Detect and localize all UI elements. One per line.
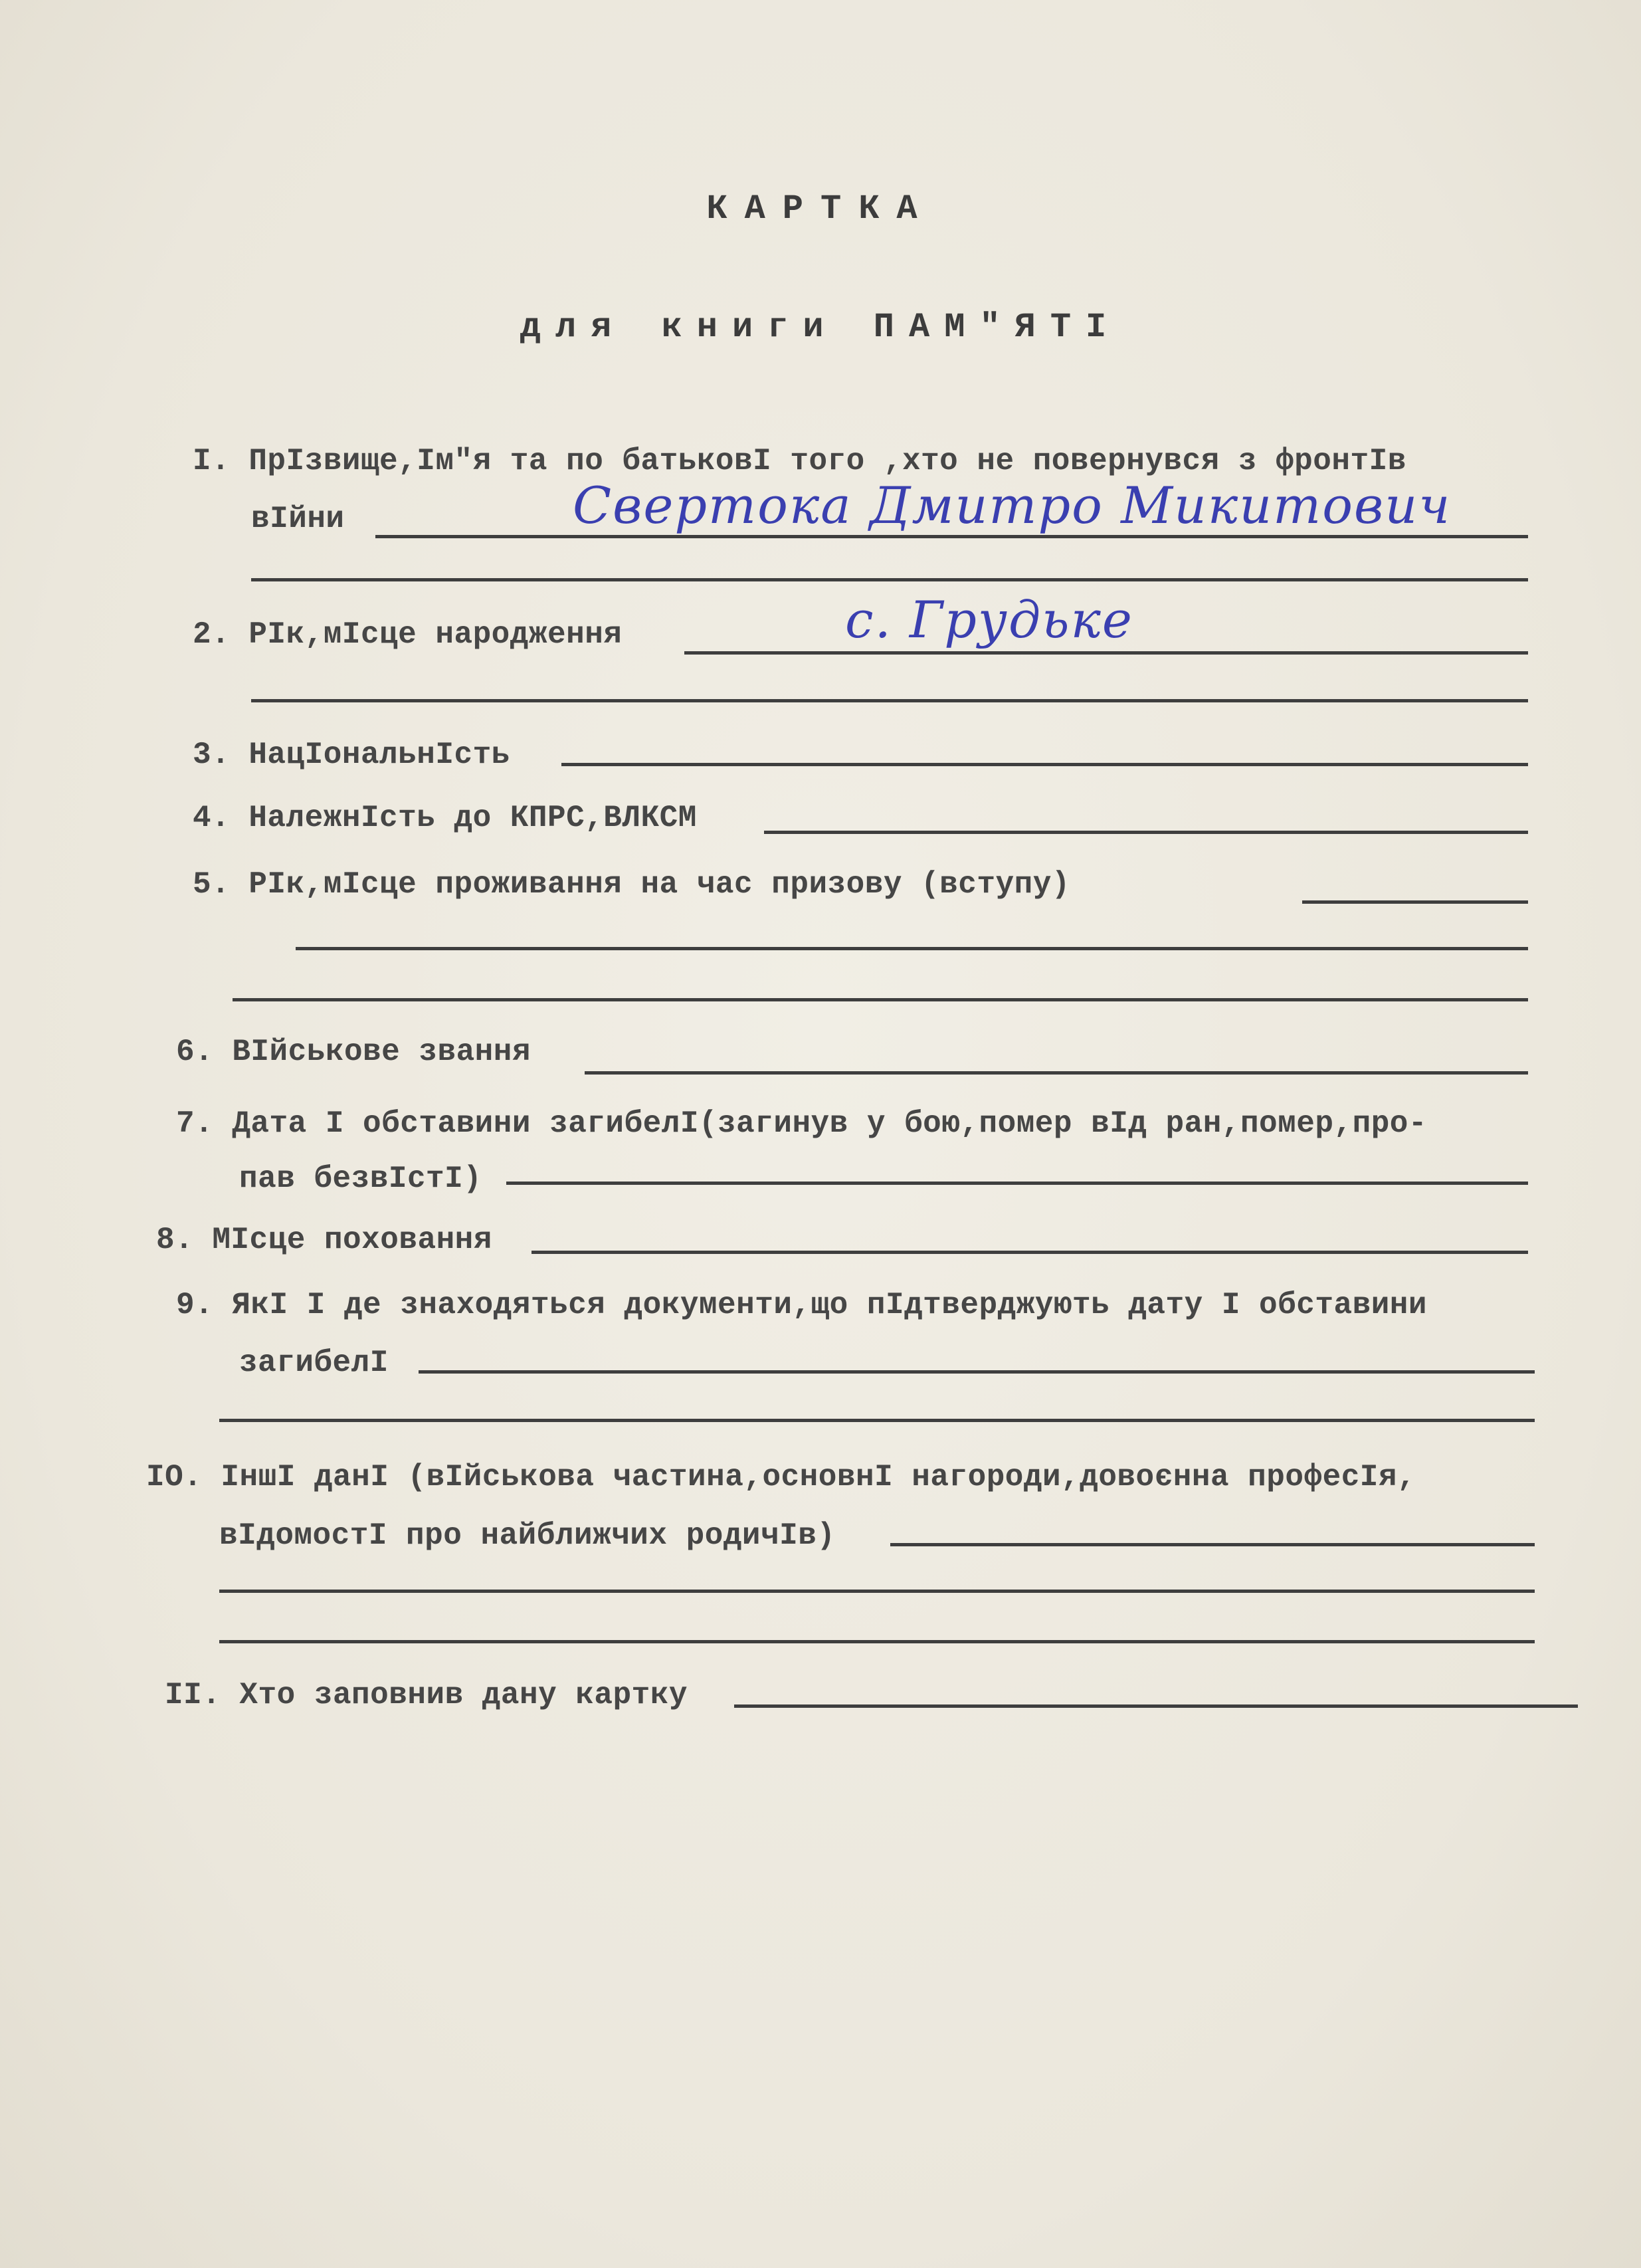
form-subtitle: для книги ПАМ"ЯТІ bbox=[520, 308, 1121, 347]
field-7-line bbox=[506, 1182, 1528, 1185]
field-5-label: 5. РІк,мІсце проживання на час призову (вступу) bbox=[193, 867, 1070, 902]
field-1-line-1 bbox=[375, 535, 1528, 538]
field-10-line-2 bbox=[219, 1590, 1535, 1593]
field-6-label: 6. ВІйськове звання bbox=[176, 1035, 531, 1069]
field-1-label-line1: І. ПрІзвище,Ім"я та по батьковІ того ,хто не повернувся з фронтІв bbox=[193, 444, 1406, 478]
form-title: КАРТКА bbox=[706, 189, 935, 229]
field-11-line bbox=[734, 1704, 1578, 1708]
field-7-label-line2: пав безвІстІ) bbox=[239, 1162, 482, 1196]
field-9-label-line1: 9. ЯкІ І де знаходяться документи,що пІдтверджують дату І обставини bbox=[176, 1288, 1428, 1322]
field-2-line-1 bbox=[684, 651, 1528, 655]
field-9-line-1 bbox=[419, 1370, 1535, 1374]
field-4-line bbox=[764, 831, 1528, 834]
field-10-label-line1: IO. ІншІ данІ (вІйськова частина,основнІ нагороди,довоєнна професІя, bbox=[146, 1460, 1416, 1495]
field-9-label-line2: загибелІ bbox=[239, 1346, 389, 1380]
field-10-label-line2: вІдомостІ про найближчих родичІв) bbox=[219, 1518, 836, 1553]
field-5-line-1 bbox=[1302, 900, 1528, 904]
field-2-line-2 bbox=[251, 699, 1528, 702]
field-1-label-line2: вІйни bbox=[251, 502, 345, 536]
field-2-label: 2. РІк,мІсце народження bbox=[193, 617, 623, 652]
field-1-handwritten-value: Свертока Дмитро Микитович bbox=[573, 476, 1452, 535]
field-8-label: 8. МІсце поховання bbox=[156, 1223, 492, 1257]
field-11-label: II. Хто заповнив дану картку bbox=[165, 1678, 688, 1712]
field-3-label: 3. НацІональнІсть bbox=[193, 738, 510, 772]
field-5-line-3 bbox=[233, 998, 1528, 1001]
field-10-line-3 bbox=[219, 1640, 1535, 1643]
field-4-label: 4. НалежнІсть до КПРС,ВЛКСМ bbox=[193, 801, 697, 835]
field-2-handwritten-value: с. Грудьке bbox=[845, 590, 1133, 649]
field-3-line bbox=[561, 763, 1528, 766]
field-10-line-1 bbox=[890, 1543, 1535, 1546]
field-7-label-line1: 7. Дата І обставини загибелІ(загинув у бою,помер вІд ран,помер,про- bbox=[176, 1106, 1428, 1141]
field-1-line-2 bbox=[251, 578, 1528, 581]
field-8-line bbox=[531, 1251, 1528, 1254]
field-5-line-2 bbox=[296, 947, 1528, 950]
field-9-line-2 bbox=[219, 1419, 1535, 1422]
field-6-line bbox=[585, 1071, 1528, 1075]
